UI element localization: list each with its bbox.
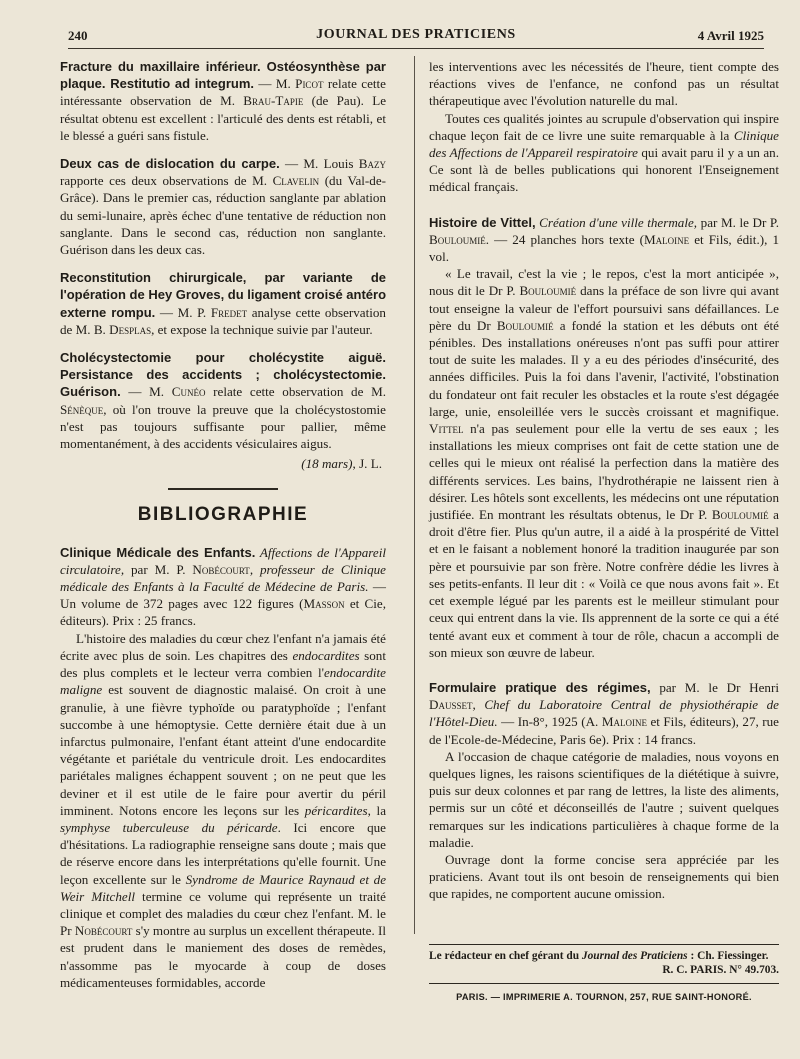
review-continuation: les interventions avec les nécessités de l'heure, tient compte des réactions vives de l'enfance, ne confond pas un résultat thérapeutique avec l'évolution naturelle du mal.	[429, 59, 779, 109]
issue-date: 4 Avril 1925	[697, 28, 764, 43]
left-column	[60, 58, 386, 991]
review-body: A l'occasion de chaque catégorie de maladies, nous voyons en quelques lignes, les raisons scientifiques de la diététique à suivre, puis sur deux colonnes et par rang de lettres, la liste des aliments, permis sur un côté et déconseillés de l'autre ; suivent quelques remarques sur les indications particulières à chaque forme de la maladie.	[429, 748, 779, 850]
running-header	[68, 22, 764, 49]
column-divider	[414, 56, 415, 934]
abstract-title: Reconstitution chirurgicale, par variante de l'opération de Hey Groves, du ligament croisé antéro externe rompu.	[60, 270, 387, 320]
abstract-cholecystectomie: Cholécystectomie pour cholécystite aiguë. Persistance des accidents ; cholécystectomie. Guérison. — M. Cunéo relate cette observation de M. Sénèque, où l'on trouve la preuve que la cholécystostomie n'est pas toujours suffisante pour pallier, même momentanément, à des accidents vésiculaires aigus.	[60, 350, 386, 452]
printer-line: PARIS. — IMPRIMERIE A. TOURNON, 257, RUE SAINT-HONORÉ.	[429, 983, 779, 1004]
abstract-title: Fracture du maxillaire inférieur. Ostéosynthèse par plaque. Restitutio ad integrum.	[60, 59, 386, 92]
author-name: Bouloumié	[429, 231, 486, 247]
journal-title: JOURNAL DES PRATICIENS	[316, 27, 516, 42]
author-name: Nobécourt	[192, 561, 250, 577]
registration-number: R. C. PARIS. N° 49.703.	[662, 964, 779, 976]
abstract-fracture: Fracture du maxillaire inférieur. Ostéosynthèse par plaque. Restitutio ad integrum. — M. Picot relate cette intéressante observation de M. Brau-Tapie (de Pau). Le résultat obtenu est excellent : l'articulé des dents est rétabli, et le blessé a guéri sans fistule.	[60, 59, 387, 143]
section-signature: (18 mars), J. L.	[301, 456, 382, 472]
review-body: « Le travail, c'est la vie ; le repos, c'est la mort anticipée », nous dit le Dr P. Bouloumié dans la préface de son livre qui avant tout enseigne la valeur de l'effort poursuivi sans défaillances. Le père du Dr Bouloumié a fondé la station et les débuts ont été pénibles. Des installations onéreuses n'ont pas suffi pour attirer tout de suite les malades. Il y a eu des périodes d'insécurité, des années difficiles. Puis la foi dans l'avenir, l'activité, l'obstination du fondateur ont fait reculer les obstacles et la route s'est dégagée large, unie, ensoleillée vers le succès croissant et magnifique. Vittel n'a pas seulement pour elle la vertu de ses eaux ; les installations les mieux comprises ont fait de cette station une de celles qui le mieux ont réalisé la perfection dans la matière des différents services. Les bains, l'hydrothérapie ne laissent rien à désirer. Les hôtels sont excellents, les médecins ont une réputation justifiée. En montrant les résultats obtenus, le Dr P. Bouloumié a droit d'être fier. Plus qu'un autre, il a aidé à la prospérité de Vittel et en le faisant a noblement honoré la tradition inaugurée par son père et poursuivie par son frère. Notre confrère dédie les livres à ses petits-enfants. Il leur dit : « Voilà ce que nous avons fait ». Et cet exemple légué par les parents est le meilleur stimulant pour ceux qui entrent dans la vie. Ils apprennent de la sorte ce qui a été tenté avant eux et comment à tour de rôle, chacun a accompli de son mieux son œuvre de labeur.	[429, 266, 780, 660]
review-formulaire: Formulaire pratique des régimes, par M. le Dr Henri Dausset, Chef du Laboratoire Central de physiothérapie de l'Hôtel-Dieu. — In-8°, 1925 (A. Maloine et Fils, éditeurs), 27, rue de l'Ecole-de-Médecine, Paris 6e). Prix : 14 francs.	[429, 679, 779, 747]
review-title: Clinique Médicale des Enfants.	[60, 544, 256, 560]
author-name: Bazy	[358, 156, 386, 172]
author-name: Cunéo	[171, 384, 206, 400]
review-body: L'histoire des maladies du cœur chez l'enfant n'a jamais été écrite avec plus de soin. Les chapitres des endocardites sont des plus complets et le lecteur verra combien l'endocardite maligne est souvent de diagnostic malaisé. On croit à une granulie, à une fièvre typhoïde ou paratyphoïde ; l'enfant succombe à une hémoptysie. Cette dernière était due à un infarctus pulmonaire, l'enfant étant atteint d'une endocardite végétante et pariétale du ventricule droit. Les endocardites pariétales malignes échappent souvent ; on ne peut que les deviner et il est utile de le faire pour avertir du péril imminent. Notons encore les leçons sur les péricardites, la symphyse tuberculeuse du péricarde. Ici encore que d'hésitations. La radiographie renseigne sans doute ; mais que de réserve encore dans les interprétations qu'elle fournit. Une leçon excellente sur le Syndrome de Maurice Raynaud et de Weir Mitchell termine ce volume qui représente un traité clinique et complet des maladies du cœur chez l'enfant. M. le Pr Nobécourt s'y montre au surplus un excellent thérapeute. Il est prudent dans le maniement des doses de remèdes, n'assomme pas le myocarde à coup de doses médicamenteuses formidables, accorde	[60, 630, 387, 990]
publisher-name: Maloine	[643, 231, 690, 247]
author-name: Sénèque	[60, 401, 104, 417]
review-clinique-enfants: Clinique Médicale des Enfants. Affections de l'Appareil circulatoire, par M. P. Nobécourt, professeur de Clinique médicale des Enfants à la Faculté de Médecine de Paris. — Un volume de 372 pages avec 122 figures (Masson et Cie, éditeurs). Prix : 25 francs.	[60, 544, 386, 629]
abstract-title: Cholécystectomie pour cholécystite aiguë. Persistance des accidents ; cholécystectomie. Guérison.	[60, 350, 386, 400]
author-name: Dausset	[429, 697, 473, 713]
publisher-name: Maloine	[601, 714, 647, 730]
author-name: Picot	[295, 76, 324, 92]
author-name: Desplas	[109, 321, 152, 337]
review-conclusion: Toutes ces qualités jointes au scrupule d'observation qui inspire chaque leçon fait de ce livre une suite remarquable à la Clinique des Affections de l'Appareil respiratoire qui avait paru il y a un an. Ce sont là de belles publications qui honorent l'Enseignement médical français.	[429, 110, 779, 195]
author-name: Fredet	[210, 304, 248, 320]
abstract-ligament: Reconstitution chirurgicale, par variante de l'opération de Hey Groves, du ligament croisé antéro externe rompu. — M. P. Fredet analyse cette observation de M. B. Desplas, et expose la technique suivie par l'auteur.	[60, 270, 387, 337]
abstract-title: Deux cas de dislocation du carpe.	[60, 156, 280, 172]
author-name: Brau-Tapie	[243, 93, 304, 109]
publisher-name: Masson	[303, 596, 345, 612]
author-name: Nobécourt	[74, 923, 133, 939]
page-number: 240	[68, 28, 88, 43]
section-rule	[168, 488, 278, 490]
imprint-footer	[429, 944, 779, 1004]
author-name: Clavelin	[272, 173, 320, 189]
review-title: Histoire de Vittel,	[429, 214, 536, 230]
right-column	[429, 58, 779, 903]
bibliographie-heading: BIBLIOGRAPHIE	[137, 504, 309, 526]
review-title: Formulaire pratique des régimes,	[429, 679, 651, 695]
abstract-carpe: Deux cas de dislocation du carpe. — M. Louis Bazy rapporte ces deux observations de M. Clavelin (du Val-de-Grâce). Dans le premier cas, réduction sanglante par ablation du semi-lunaire, après échec d'une tentative de réduction non sanglante. Dans le second cas, réduction non sanglante. Guérison dans les deux cas.	[60, 156, 386, 258]
review-vittel: Histoire de Vittel, Création d'une ville thermale, par M. le Dr P. Bouloumié. — 24 planches hors texte (Maloine et Fils, édit.), 1 vol.	[429, 214, 779, 265]
editor-line: Le rédacteur en chef gérant du Journal des Praticiens : Ch. Fiessinger.	[429, 950, 769, 962]
review-body: Ouvrage dont la forme concise sera appréciée par les praticiens. Avant tout ils ont besoin de renseignements qui bien que rapides, ne comportent aucune omission.	[429, 851, 779, 902]
